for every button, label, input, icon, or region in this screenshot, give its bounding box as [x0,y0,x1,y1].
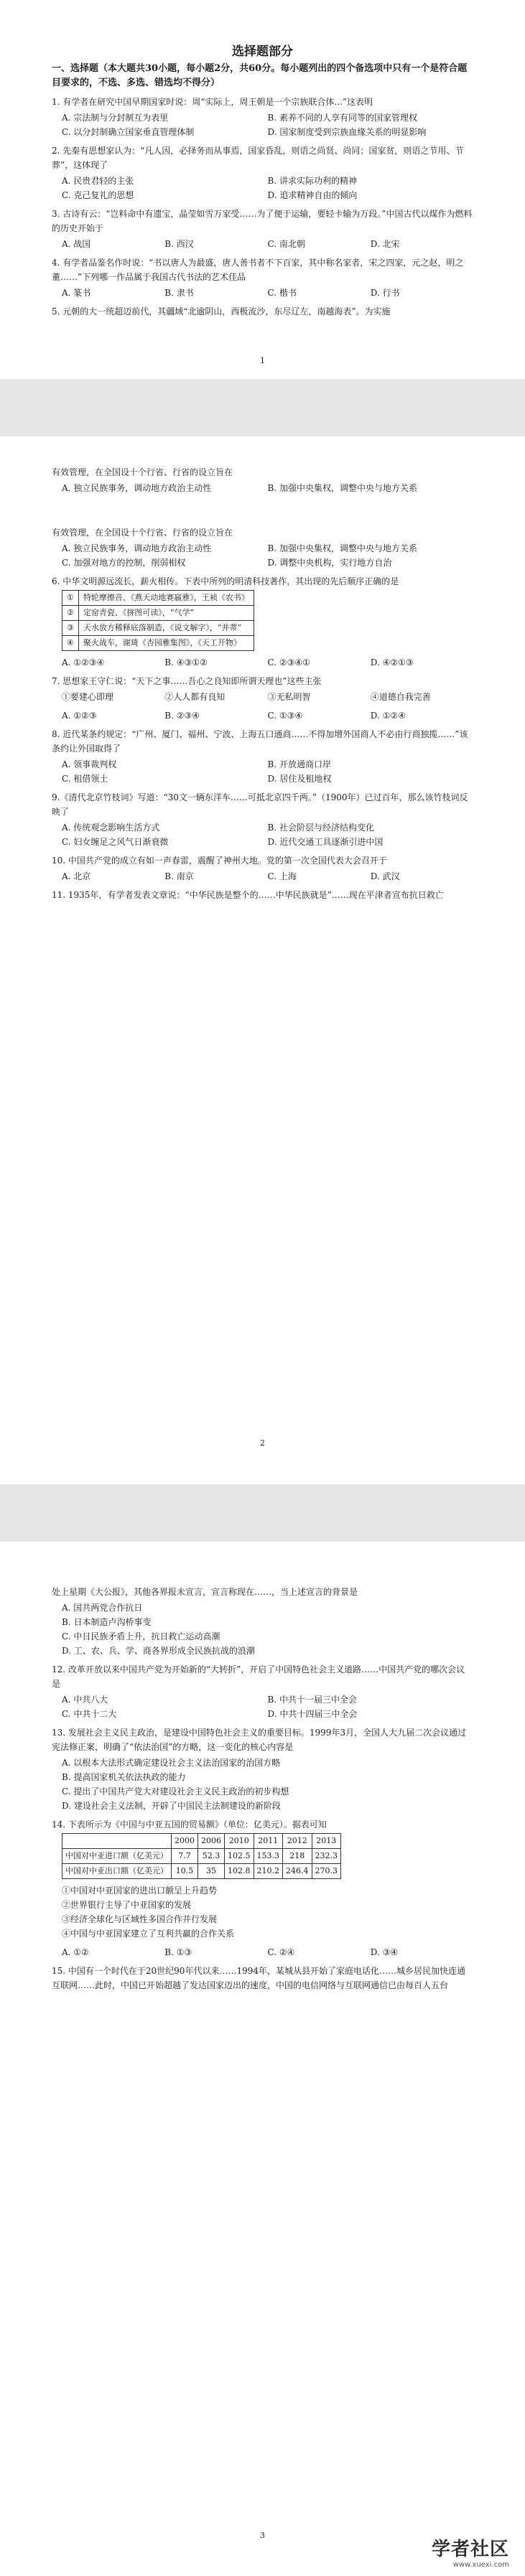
option: B. 加强中央集权，调整中央与地方关系 [267,543,417,553]
option: A. 北京 [62,871,91,881]
question-10-options [62,869,473,884]
option: D. ④②①③ [370,657,414,668]
question-5-options-b [62,541,473,570]
page-number: 2 [260,1438,265,1448]
option: ①要建心即理 [62,692,114,702]
question-5-repeat: 有效管理，在全国设十个行省、行省的设立旨在 [52,528,233,538]
question-2: 2. 先秦有思想家认为：“凡人因，必择务而从事焉，国家昏乱，则语之尚贤、尚同；国家贫，则语之节用、节葬”，这体现了 [52,146,464,170]
option: D. ③④ [370,1947,399,1957]
option: A. ①② [62,1947,89,1957]
option: ③无私明智 [267,692,311,702]
question-2-options [62,174,473,202]
question-3-options [62,237,473,251]
option: B. 社会阶层与经济结构变化 [267,823,374,833]
option: ④中国与中亚国家建立了互利共赢的合作关系 [62,1929,235,1939]
option: B. ②③④ [164,711,200,721]
option: C. 以分封制确立国家垂直管理体制 [62,127,195,137]
option: B. 讲求实际功利的精神 [267,176,357,186]
table-header-row: 2000 2006 2010 2011 2012 2013 [62,1834,341,1849]
option: B. ①③ [164,1947,192,1957]
table-row: 中国对中亚进口额（亿美元） 7.7 52.3 102.5 153.3 218 232.3 [62,1849,341,1864]
option: D. 近代交通工具逐渐引进中国 [267,837,384,847]
option: A. 独立民族事务，调动地方政治主动性 [62,543,212,553]
question-13: 13. 发展社会主义民主政治，是建设中国特色社会主义的重要目标。1999年3月，全国人大九届二次会议通过宪法修正案，明确了“依法治国”的方略，这一变化的核心内容是 [52,1728,467,1752]
option: D. 工、农、兵、学、商各界形成全民族抗战的浪潮 [62,1646,255,1656]
option: D. 追求精神自由的倾向 [267,190,358,200]
option: C. 楷书 [267,288,297,298]
option: B. 提高国家机关依法执政的能力 [62,1772,186,1782]
page-title: 选择题部分 [232,45,293,59]
option: D. ①②④ [370,711,406,721]
option: A. 国共两党合作抗日 [62,1603,143,1613]
option: C. 克己复礼的思想 [62,190,134,200]
option: D. 居住及租地权 [267,774,332,784]
option: ②人人都有良知 [164,692,226,702]
page-number: 3 [260,2531,265,2540]
option: D. 中共十四届三中全会 [267,1709,358,1719]
page-number: 1 [260,356,265,365]
logo-text: 学者社区 [431,2539,509,2560]
option: D. 武汉 [370,871,400,881]
question-13-options [62,1756,473,1813]
option: D. 调整中央机构，实行地方自治 [267,558,392,568]
page-3 [0,1542,525,2576]
option: C. 妇女缠足之风气日渐衰微 [62,837,169,847]
option: B. 隶书 [164,288,194,298]
section-heading: 一、选择题（本大题共30小题，每小题2分，共60分。每小题列出的四个备选项中只有一个是符合题目要求的，不选、多选、错选均不得分） [52,63,468,88]
table-row: ② 定窑青瓷、《拼图可读》，“气学” [62,606,254,621]
question-12: 12. 改革开放以来中国共产党为开始新的“大转折”，开启了中国特色社会主义道路……中国共产党的哪次会议是 [52,1664,465,1689]
question-14: 14. 下表所示为《中国与中亚五国的贸易额》（单位：亿美元）。据表可知 [52,1819,327,1830]
question-7-options [62,708,473,723]
option: C. ②③④① [267,657,310,668]
page-1 [0,0,525,379]
table-row: ③ 天水放方稀释底落制造，《说文解字》，“并蒂” [62,621,254,636]
option: A. 领事裁判权 [62,759,117,769]
question-11: 11. 1935年，有学者发表文章说：“中华民族是整个的……中华民族就是”……现在平津者宣布抗日救亡 [52,890,444,900]
option: C. 南北朝 [267,239,305,249]
question-10: 10. 中国共产党的成立有如一声春雷，震醒了神州大地。党的第一次全国代表大会召开于 [52,856,387,866]
option: B. 加强中央集权，调整中央与地方关系 [267,483,417,493]
logo-url: www.xuexi.com [452,2561,509,2569]
option: B. 开放通商口岸 [267,759,331,769]
question-6-options [62,655,473,670]
option: A. ①②③ [62,711,97,721]
question-6-table [62,590,254,651]
question-11-options [62,1601,473,1658]
option: B. 南京 [164,871,194,881]
question-4-options [62,286,473,300]
question-1-options [62,111,473,139]
option: C. 上海 [267,871,297,881]
option: D. 国家制度受到宗族血缘关系的明显影响 [267,127,427,137]
option: C. 中共十二大 [62,1709,117,1719]
option: A. 以根本大法形式确定建设社会主义法治国家的治国方略 [62,1758,281,1768]
question-7: 7. 思想家王守仁说：“天下之事……吾心之良知即所谓天理也”这些主张 [52,676,322,686]
question-11-cont: 处上星期《大公报》，其他各界报未宣言，宣言称现在……，当上述宣言的背景是 [52,1587,358,1597]
question-9-options [62,820,473,849]
option: A. ①②③④ [62,657,105,668]
option: C. 租借领土 [62,774,108,784]
question-1: 1. 有学者在研究中国早期国家时说：周“实际上，周王朝是一个宗族联合体...”这表明 [52,97,373,107]
option: D. 北宋 [370,239,400,249]
option: A. 中共八大 [62,1695,108,1705]
question-6: 6. 中华文明源远流长，薪火相传。下表中所列的明清科技著作，其出现的先后顺序正确的是 [52,576,399,586]
option: A. 独立民族事务，调动地方政治主动性 [62,483,212,493]
question-7-statements [62,690,473,704]
watermark-logo [432,2534,509,2569]
question-5-options-a [62,481,473,495]
question-8: 8. 近代某条约规定：“广州、厦门、福州、宁波、上海五口通商……不得加增外国商人不必由行商独揽……”该条约让外国取得了 [52,729,468,754]
question-9: 9.《清代北京竹枝词》写道：“30文一辆东洋车……可抵北京四千两。”（1900年）已过百年，那么该竹枝词反映了 [52,792,468,817]
option: C. 中日民族矛盾上升，抗日救亡运动高潮 [62,1631,220,1641]
question-14-table [62,1833,341,1879]
table-row: 中国对中亚出口额（亿美元） 10.5 35 102.8 210.2 246.4 270.3 [62,1864,341,1879]
option: A. 篆书 [62,288,91,298]
option: B. 素养不同的人享有同等的国家管理权 [267,113,417,123]
question-14-options [62,1945,473,1959]
option: ④道德自我完善 [370,692,431,702]
page-gap [0,379,525,436]
question-15: 15. 中国有一个时代在于20世纪90年代以来……1994年，某城从县开始了家庭电话化……城乡居民加快连通互联网……此时，中国已开始超越了发达国家迈出的速度，中国的电信网络与互联网通信已由每百人五台 [52,1966,465,1990]
option: A. 传统观念影响生活方式 [62,823,160,833]
option: ①中国对中亚国家的进出口额呈上升趋势 [62,1886,218,1896]
question-4: 4. 有学者品鉴名作时说：“书以唐人为最盛，唐人善书者不下百家，其中称名家者，宋之四家，元之赵，明之董……”下列哪一作品属于我国古代书法的艺术佳品 [52,258,464,282]
page-2 [0,436,525,1484]
table-row: ① 特轮摩擦音、《燕天动地赛嬴雅》，王祯《农书》 [62,591,254,606]
question-12-options [62,1692,473,1721]
option: A. 宗法制与分封制互为表里 [62,113,169,123]
option: C. 提出了中国共产党大对建设社会主义民主政治的初步构想 [62,1786,289,1797]
option: C. ①③④ [267,711,303,721]
option: ②世界银行主导了中亚国家的发展 [62,1900,192,1910]
question-5: 5. 元朝的大一统超迈前代，其疆域“北逾阴山，西极流沙，东尽辽左，南越海表”。为实施 [52,306,391,317]
question-14-statements [62,1883,473,1941]
question-5-cont: 有效管理，在全国设十个行省、行省的设立旨在 [52,467,233,477]
table-row: ④ 聚火战车，谢琦《杏园雅集图》，《天工开物》 [62,636,254,651]
option: A. 战国 [62,239,91,249]
option: ③经济全球化与区域性多国合作并行发展 [62,1914,218,1924]
option: B. ④③①② [164,657,208,668]
option: D. 行书 [370,288,400,298]
option: B. 中共十一届三中全会 [267,1695,357,1705]
option: C. ②④ [267,1947,295,1957]
option: B. 西汉 [164,239,194,249]
option: B. 日本制造卢沟桥事变 [62,1617,152,1627]
option: C. 加强对地方的控制，削弱相权 [62,558,186,568]
question-8-options [62,757,473,786]
page-gap [0,1484,525,1542]
option: A. 民贵君轻的主张 [62,176,134,186]
option: D. 建设社会主义法制，开辟了中国民主法制建设的新阶段 [62,1801,281,1811]
question-3: 3. 古诗有云：“岂料命中有遗宝，晶莹如雪万家受……为了便于运输，要轻卡输为万段。”中国古代以煤作为燃料的历史开始于 [52,209,473,233]
